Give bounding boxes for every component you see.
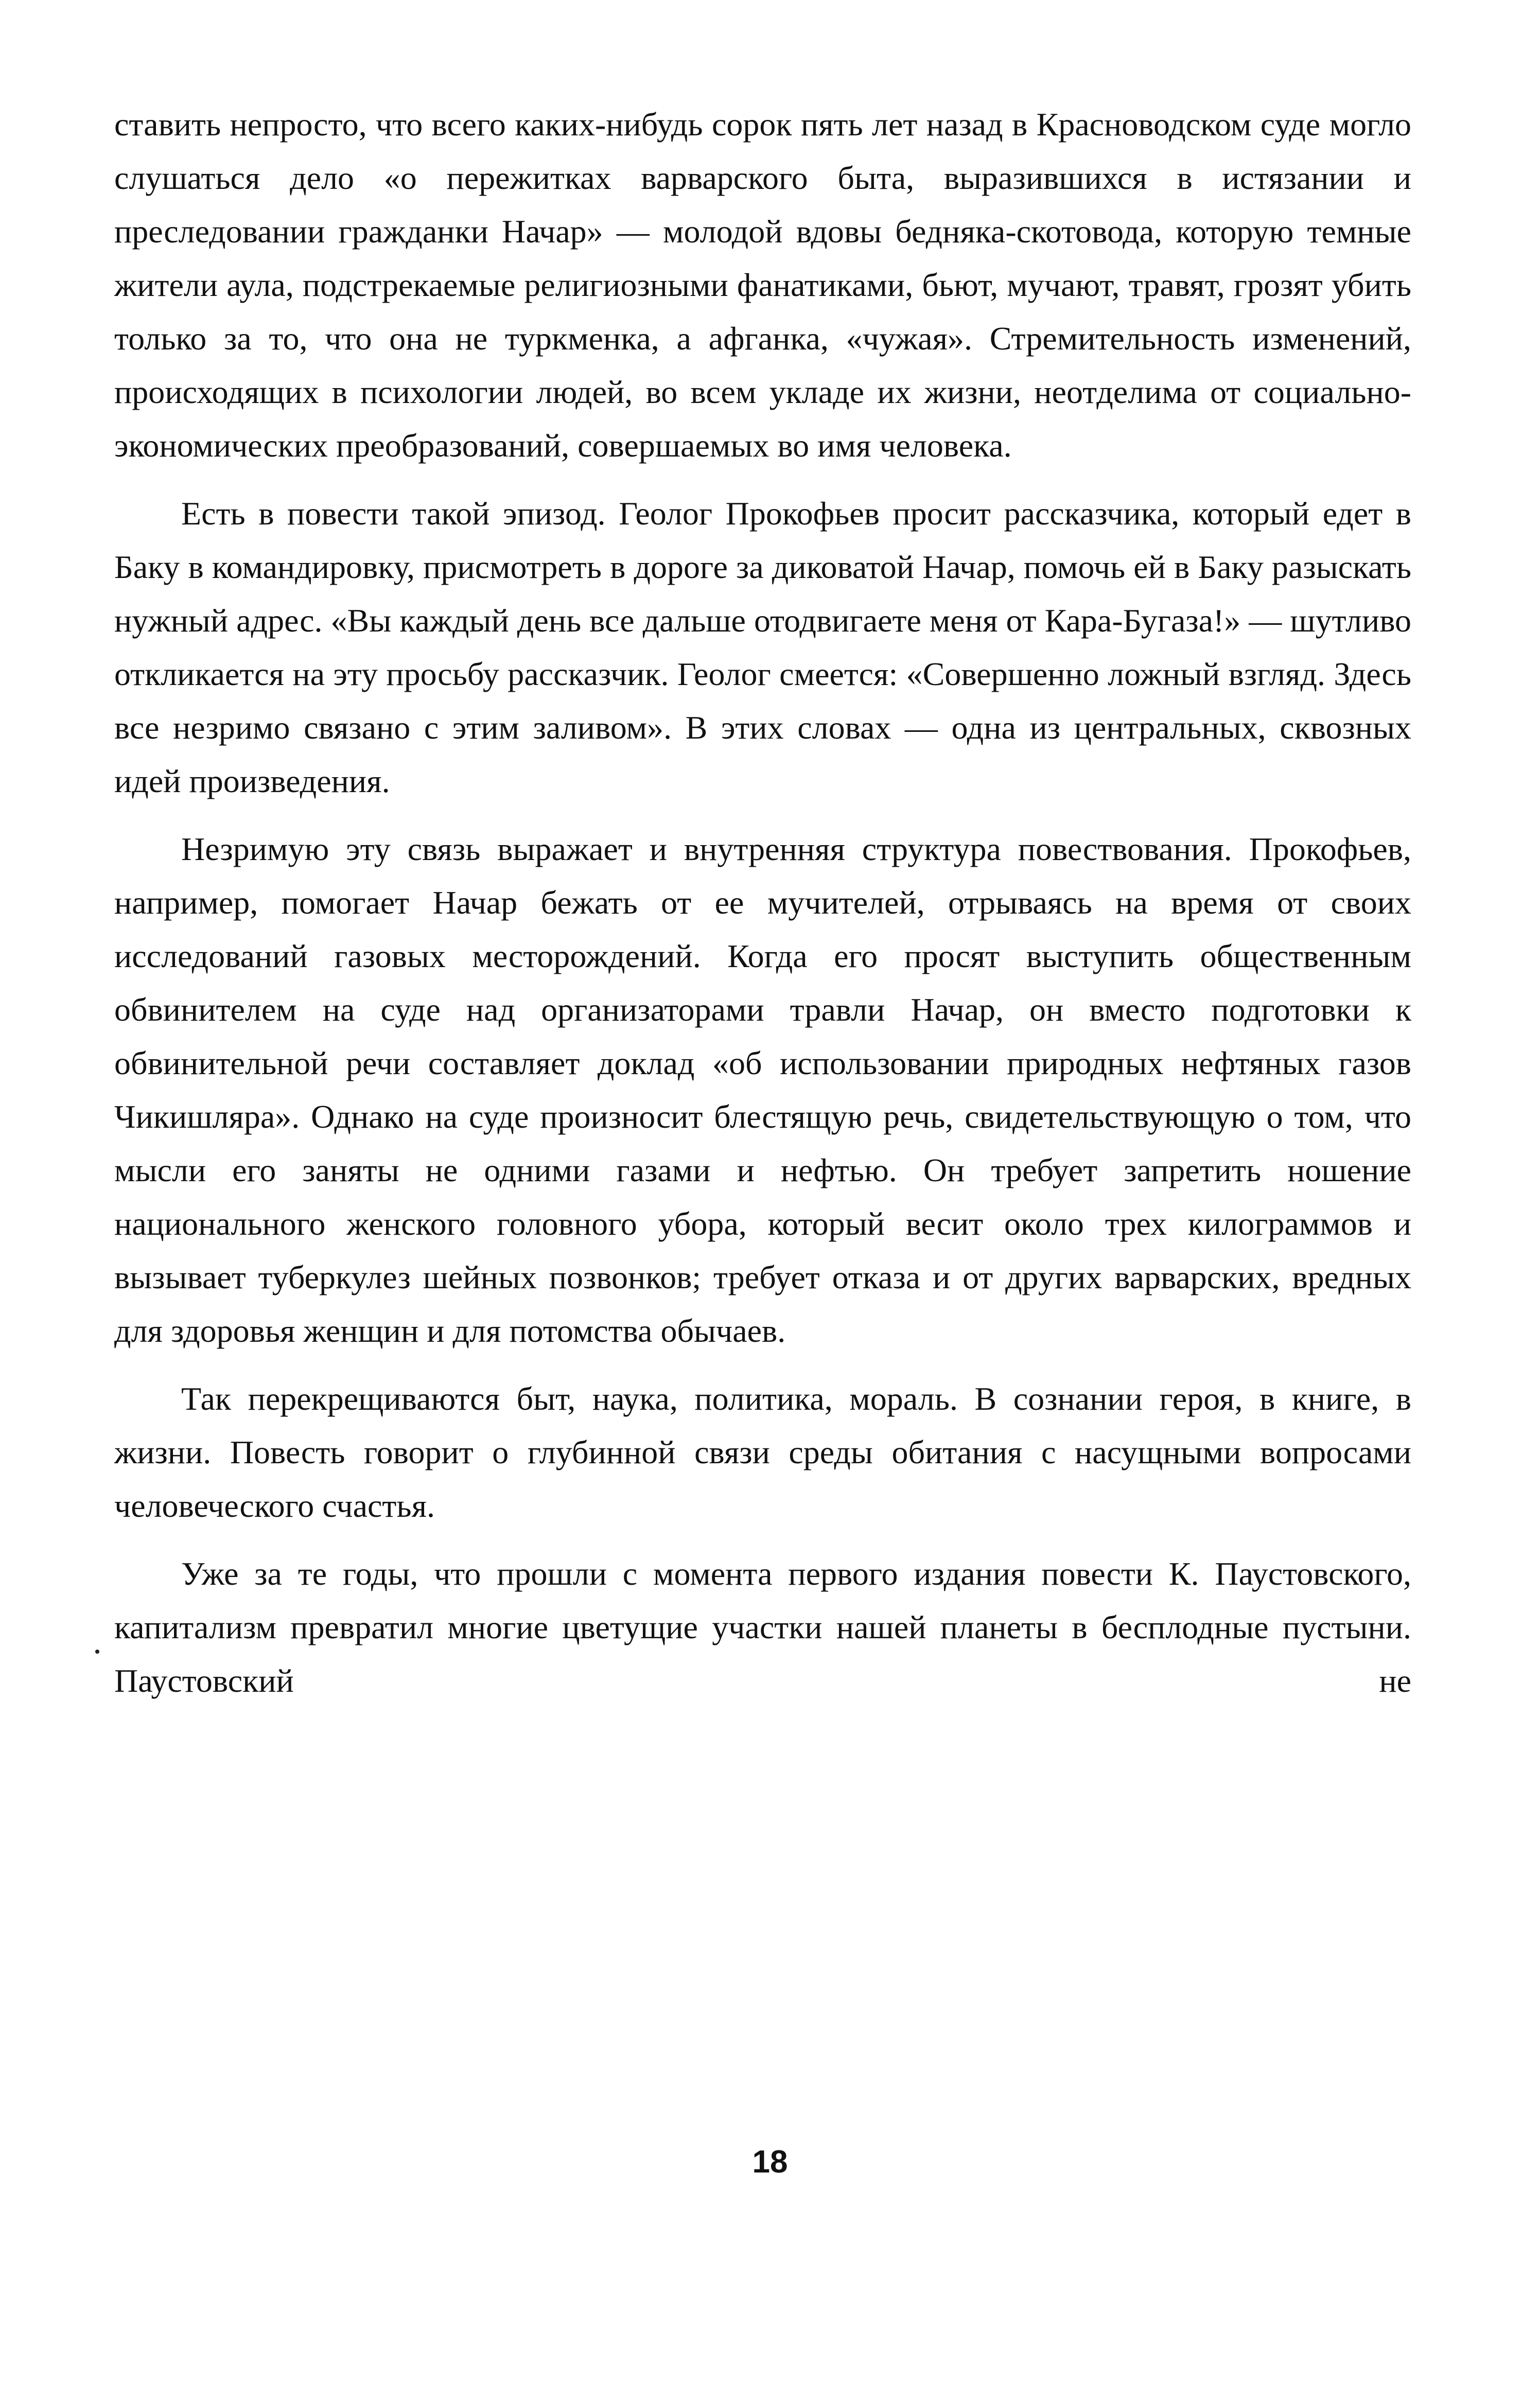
- body-text: [114, 98, 1411, 1708]
- paragraph-2: Есть в повести такой эпизод. Геолог Прокофьев просит рассказчика, который едет в Баку в командировку, присмотреть в дороге за диковатой Начар, помочь ей в Баку разыскать нужный адрес. «Вы каждый день все дальше отодвигаете меня от Кара-Бугаза!» — шутливо откликается на эту просьбу рассказчик. Геолог смеется: «Совершенно ложный взгляд. Здесь все незримо связано с этим заливом». В этих словах — одна из центральных, сквозных идей произведения.: [114, 495, 1411, 799]
- page-number: 18: [752, 2144, 788, 2180]
- paragraph-5: Уже за те годы, что прошли с момента первого издания повести К. Паустовского, капитализм превратил многие цветущие участки нашей планеты в бесплодные пустыни. Паустовский не: [114, 1555, 1411, 1699]
- paragraph-1: ставить непросто, что всего каких-нибудь сорок пять лет назад в Красноводском суде могло слушаться дело «о пережитках варварского быта, выразившихся в истязании и преследовании гражданки Начар» — молодой вдовы бедняка-скотовода, которую темные жители аула, подстрекаемые религиозными фанатиками, бьют, мучают, травят, грозят убить только за то, что она не туркменка, а афганка, «чужая». Стремительность изменений, происходящих в психологии людей, во всем укладе их жизни, неотделима от социально-экономических преобразований, совершаемых во имя человека.: [114, 106, 1411, 464]
- paragraph-4: Так перекрещиваются быт, наука, политика, мораль. В сознании героя, в книге, в жизни. Повесть говорит о глубинной связи среды обитания с насущными вопросами человеческого счастья.: [114, 1380, 1411, 1524]
- margin-dot-mark: [95, 1650, 99, 1654]
- paragraph-3: Незримую эту связь выражает и внутренняя структура повествования. Прокофьев, например, помогает Начар бежать от ее мучителей, отрываясь на время от своих исследований газовых месторождений. Когда его просят выступить общественным обвинителем на суде над организаторами травли Начар, он вместо подготовки к обвинительной речи составляет доклад «об использовании природных нефтяных газов Чикишляра». Однако на суде произносит блестящую речь, свидетельствующую о том, что мысли его заняты не одними газами и нефтью. Он требует запретить ношение национального женского головного убора, который весит около трех килограммов и вызывает туберкулез шейных позвонков; требует отказа и от других варварских, вредных для здоровья женщин и для потомства обычаев.: [114, 831, 1411, 1349]
